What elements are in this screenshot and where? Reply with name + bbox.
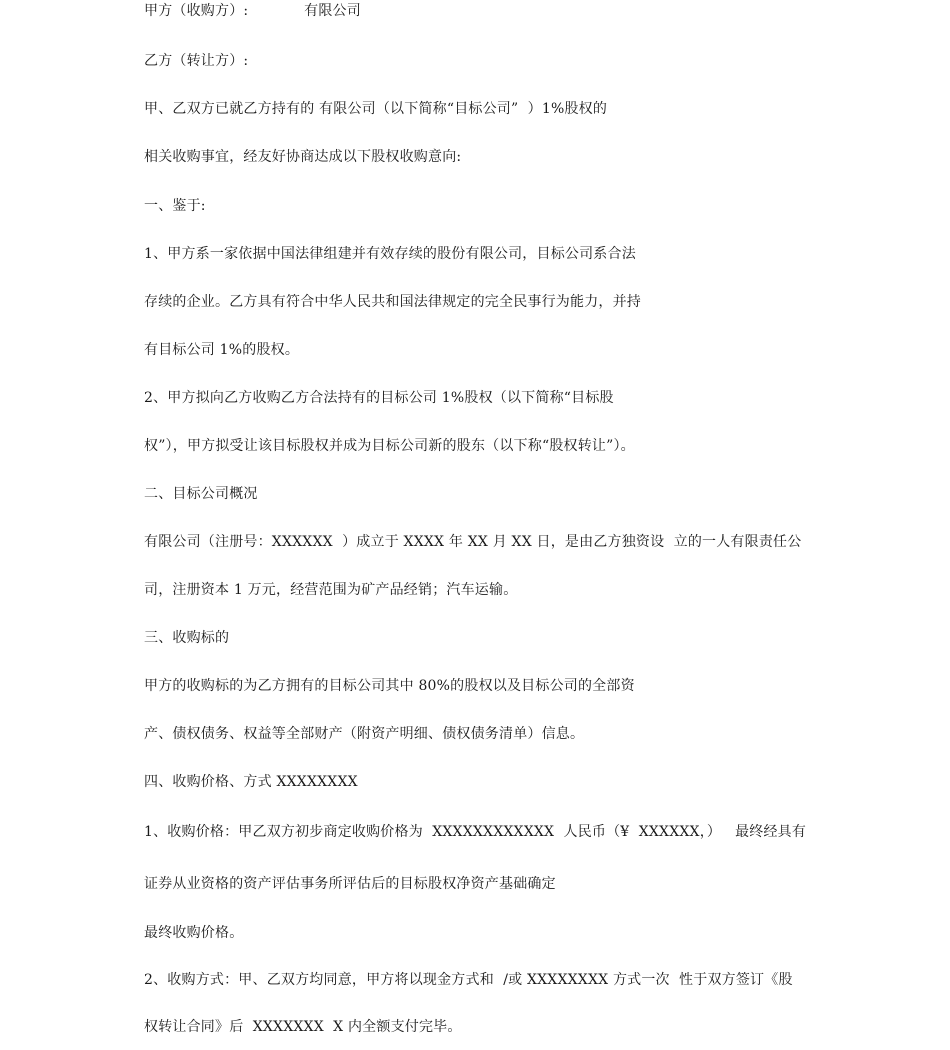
price-line-2: 证券从业资格的资产评估事务所评估后的目标股权净资产基础确定 xyxy=(144,876,556,892)
company-overview-line-2: 司，注册资本 1 万元，经营范围为矿产品经销；汽车运输。 xyxy=(144,582,518,598)
target-line-2: 产、债权债务、权益等全部财产（附资产明细、债权债务清单）信息。 xyxy=(144,726,585,742)
payment-line-2: 权转让合同》后 XXXXXXX X 内全额支付完毕。 xyxy=(144,1019,462,1035)
section-2-heading: 二、目标公司概况 xyxy=(144,486,258,502)
intro-line-1: 甲、乙双方已就乙方持有的 有限公司（以下简称“目标公司” ）1%股权的 xyxy=(144,101,608,117)
clause-1-1-line-2: 存续的企业。乙方具有符合中华人民共和国法律规定的完全民事行为能力，并持 xyxy=(144,294,641,310)
section-1-heading: 一、鉴于: xyxy=(144,198,206,214)
payment-line-1: 2、收购方式：甲、乙双方均同意，甲方将以现金方式和 /或 XXXXXXXX 方式一次 性于双方签订《股 xyxy=(144,972,793,988)
clause-1-1-line-3: 有目标公司 1%的股权。 xyxy=(144,342,300,358)
clause-1-1-line-1: 1、甲方系一家依据中国法律组建并有效存续的股份有限公司，目标公司系合法 xyxy=(144,246,636,262)
clause-1-2-line-2: 权”），甲方拟受让该目标股权并成为目标公司新的股东（以下称“股权转让”）。 xyxy=(144,438,635,454)
target-line-1: 甲方的收购标的为乙方拥有的目标公司其中 80%的股权以及目标公司的全部资 xyxy=(144,678,635,694)
company-overview-line-1: 有限公司（注册号：XXXXXX ）成立于 XXXX 年 XX 月 XX 日，是由乙方独资设 立的一人有限责任公 xyxy=(144,534,802,550)
party-b-line: 乙方（转让方）: xyxy=(144,53,249,69)
intro-line-2: 相关收购事宜，经友好协商达成以下股权收购意向: xyxy=(144,149,462,165)
price-line-1: 1、收购价格：甲乙双方初步商定收购价格为 XXXXXXXXXXXX 人民币（¥ XXXXXX，） 最终经具有 xyxy=(144,824,807,840)
clause-1-2-line-1: 2、甲方拟向乙方收购乙方合法持有的目标公司 1%股权（以下简称“目标股 xyxy=(144,390,614,406)
party-a-line: 甲方（收购方）: 有限公司 xyxy=(144,3,361,19)
price-line-3: 最终收购价格。 xyxy=(144,925,244,941)
section-3-heading: 三、收购标的 xyxy=(144,630,230,646)
section-4-heading: 四、收购价格、方式 XXXXXXXX xyxy=(144,774,358,790)
